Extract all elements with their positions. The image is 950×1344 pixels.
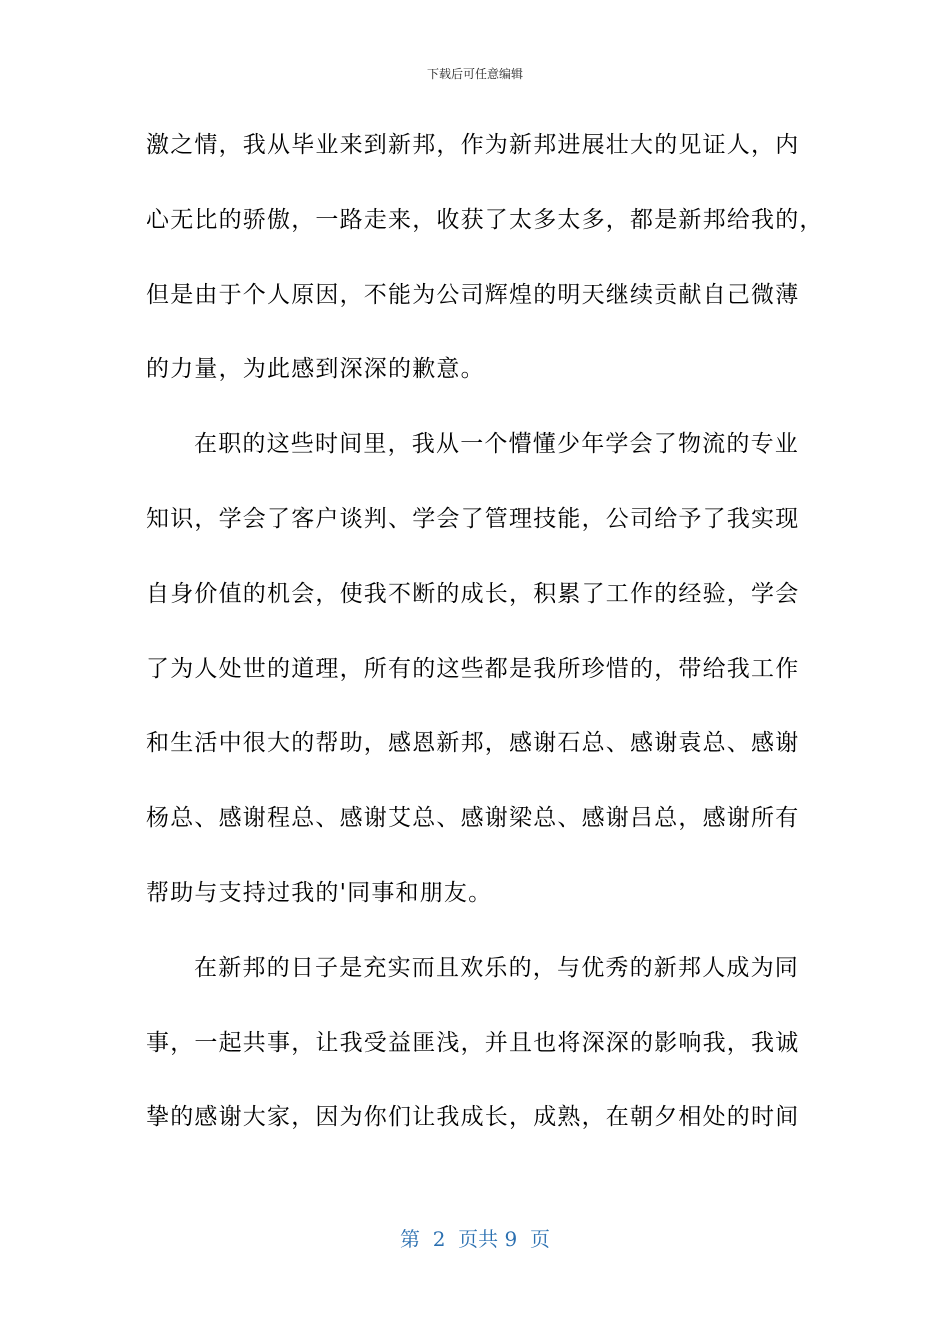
page-header: 下载后可任意编辑 <box>426 67 523 81</box>
page-number-text: 第 2 页共 9 页 <box>400 1227 550 1251</box>
paragraph-first-line: 在职的这些时间里，我从一个懵懂少年学会了物流的专业 <box>194 431 799 458</box>
text-line: 和生活中很大的帮助，感恩新邦，感谢石总、感谢袁总、感谢 <box>146 730 800 757</box>
text-line: 激之情，我从毕业来到新邦，作为新邦进展壮大的见证人，内 <box>146 132 800 158</box>
text-line: 挚的感谢大家，因为你们让我成长，成熟，在朝夕相处的时间 <box>146 1104 800 1131</box>
document-body <box>146 129 824 1176</box>
paragraph-first-line: 在新邦的日子是充实而且欢乐的，与优秀的新邦人成为同 <box>194 954 799 981</box>
text-line: 事，一起共事，让我受益匪浅，并且也将深深的影响我，我诚 <box>146 1029 800 1056</box>
text-line: 自身价值的机会，使我不断的成长，积累了工作的经验，学会 <box>146 580 800 607</box>
text-line: 杨总、感谢程总、感谢艾总、感谢梁总、感谢吕总，感谢所有 <box>146 805 800 832</box>
page-number-footer <box>0 1226 950 1252</box>
text-line: 但是由于个人原因，不能为公司辉煌的明天继续贡献自己微薄 <box>146 281 800 308</box>
text-line: 了为人处世的道理，所有的这些都是我所珍惜的，带给我工作 <box>146 655 800 682</box>
text-line: 心无比的骄傲，一路走来，收获了太多太多，都是新邦给我的， <box>146 206 824 233</box>
text-line: 帮助与支持过我的'同事和朋友。 <box>146 879 493 906</box>
text-line: 知识，学会了客户谈判、学会了管理技能，公司给予了我实现 <box>146 505 800 532</box>
text-line: 的力量，为此感到深深的歉意。 <box>146 356 485 383</box>
